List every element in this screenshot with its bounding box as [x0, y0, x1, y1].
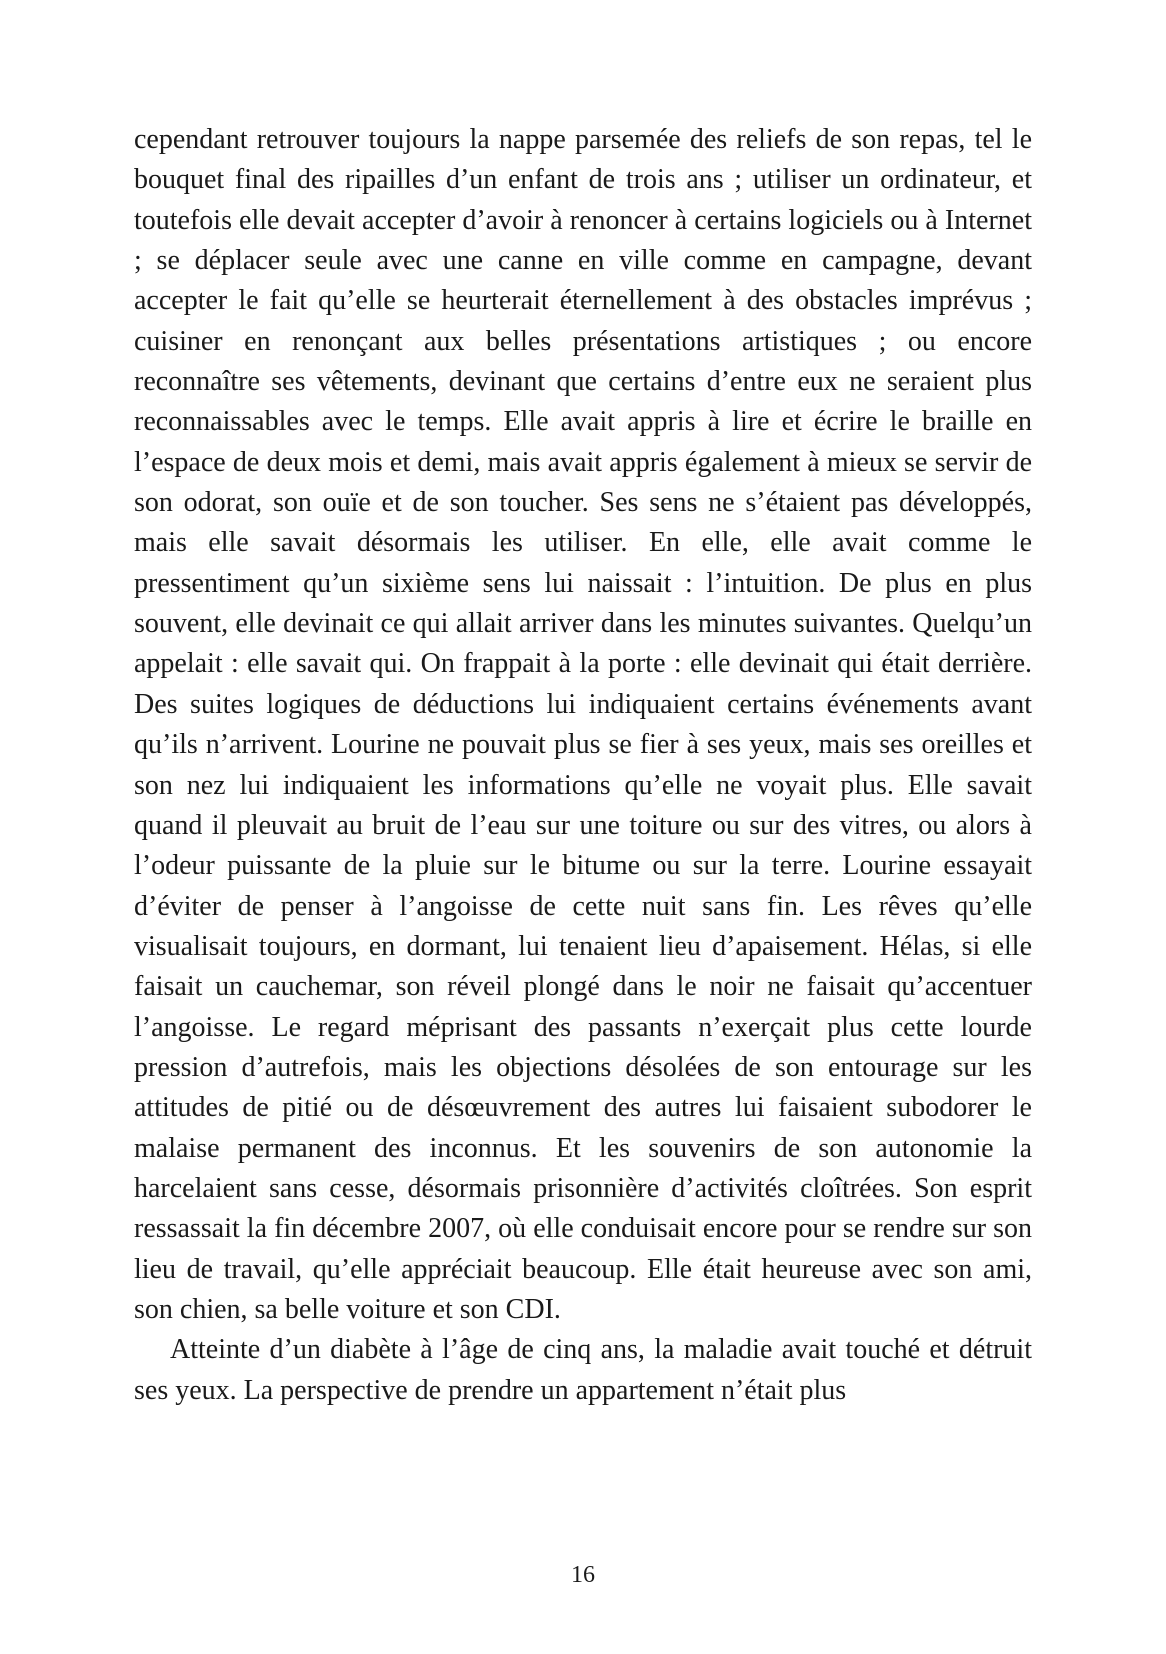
- paragraph-new: Atteinte d’un diabète à l’âge de cinq ans, la maladie avait touché et détruit ses yeux. La perspective de prendre un appartement n’était plus: [134, 1334, 1032, 1406]
- page-number: 16: [571, 1562, 595, 1588]
- body-text: [134, 120, 1032, 1411]
- paragraph-continued: cependant retrouver toujours la nappe parsemée des reliefs de son repas, tel le bouquet final des ripailles d’un enfant de trois ans ; utiliser un ordinateur, et toutefois elle devait accepter d’avoir à renoncer à certains logiciels ou à Internet ; se déplacer seule avec une canne en ville comme en campagne, devant accepter le fait qu’elle se heurterait éternellement à des obstacles imprévus ; cuisiner en renonçant aux belles présentations artistiques ; ou encore reconnaître ses vêtements, devinant que certains d’entre eux ne seraient plus reconnaissables avec le temps. Elle avait appris à lire et écrire le braille en l’espace de deux mois et demi, mais avait appris également à mieux se servir de son odorat, son ouïe et de son toucher. Ses sens ne s’étaient pas développés, mais elle savait désormais les utiliser. En elle, elle avait comme le pressentiment qu’un sixième sens lui naissait : l’intuition. De plus en plus souvent, elle devinait ce qui allait arriver dans les minutes suivantes. Quelqu’un appelait : elle savait qui. On frappait à la porte : elle devinait qui était derrière. Des suites logiques de déductions lui indiquaient certains événements avant qu’ils n’arrivent. Lourine ne pouvait plus se fier à ses yeux, mais ses oreilles et son nez lui indiquaient les informations qu’elle ne voyait plus. Elle savait quand il pleuvait au bruit de l’eau sur une toiture ou sur des vitres, ou alors à l’odeur puissante de la pluie sur le bitume ou sur la terre. Lourine essayait d’éviter de penser à l’angoisse de cette nuit sans fin. Les rêves qu’elle visualisait toujours, en dormant, lui tenaient lieu d’apaisement. Hélas, si elle faisait un cauchemar, son réveil plongé dans le noir ne faisait qu’accentuer l’angoisse. Le regard méprisant des passants n’exerçait plus cette lourde pression d’autrefois, mais les objections désolées de son entourage sur les attitudes de pitié ou de désœuvrement des autres lui faisaient subodorer le malaise permanent des inconnus. Et les souvenirs de son autonomie la harcelaient sans cesse, désormais prisonnière d’activités cloîtrées. Son esprit ressassait la fin décembre 2007, où elle conduisait encore pour se rendre sur son lieu de travail, qu’elle appréciait beaucoup. Elle était heureuse avec son ami, son chien, sa belle voiture et son CDI.: [134, 124, 1032, 1325]
